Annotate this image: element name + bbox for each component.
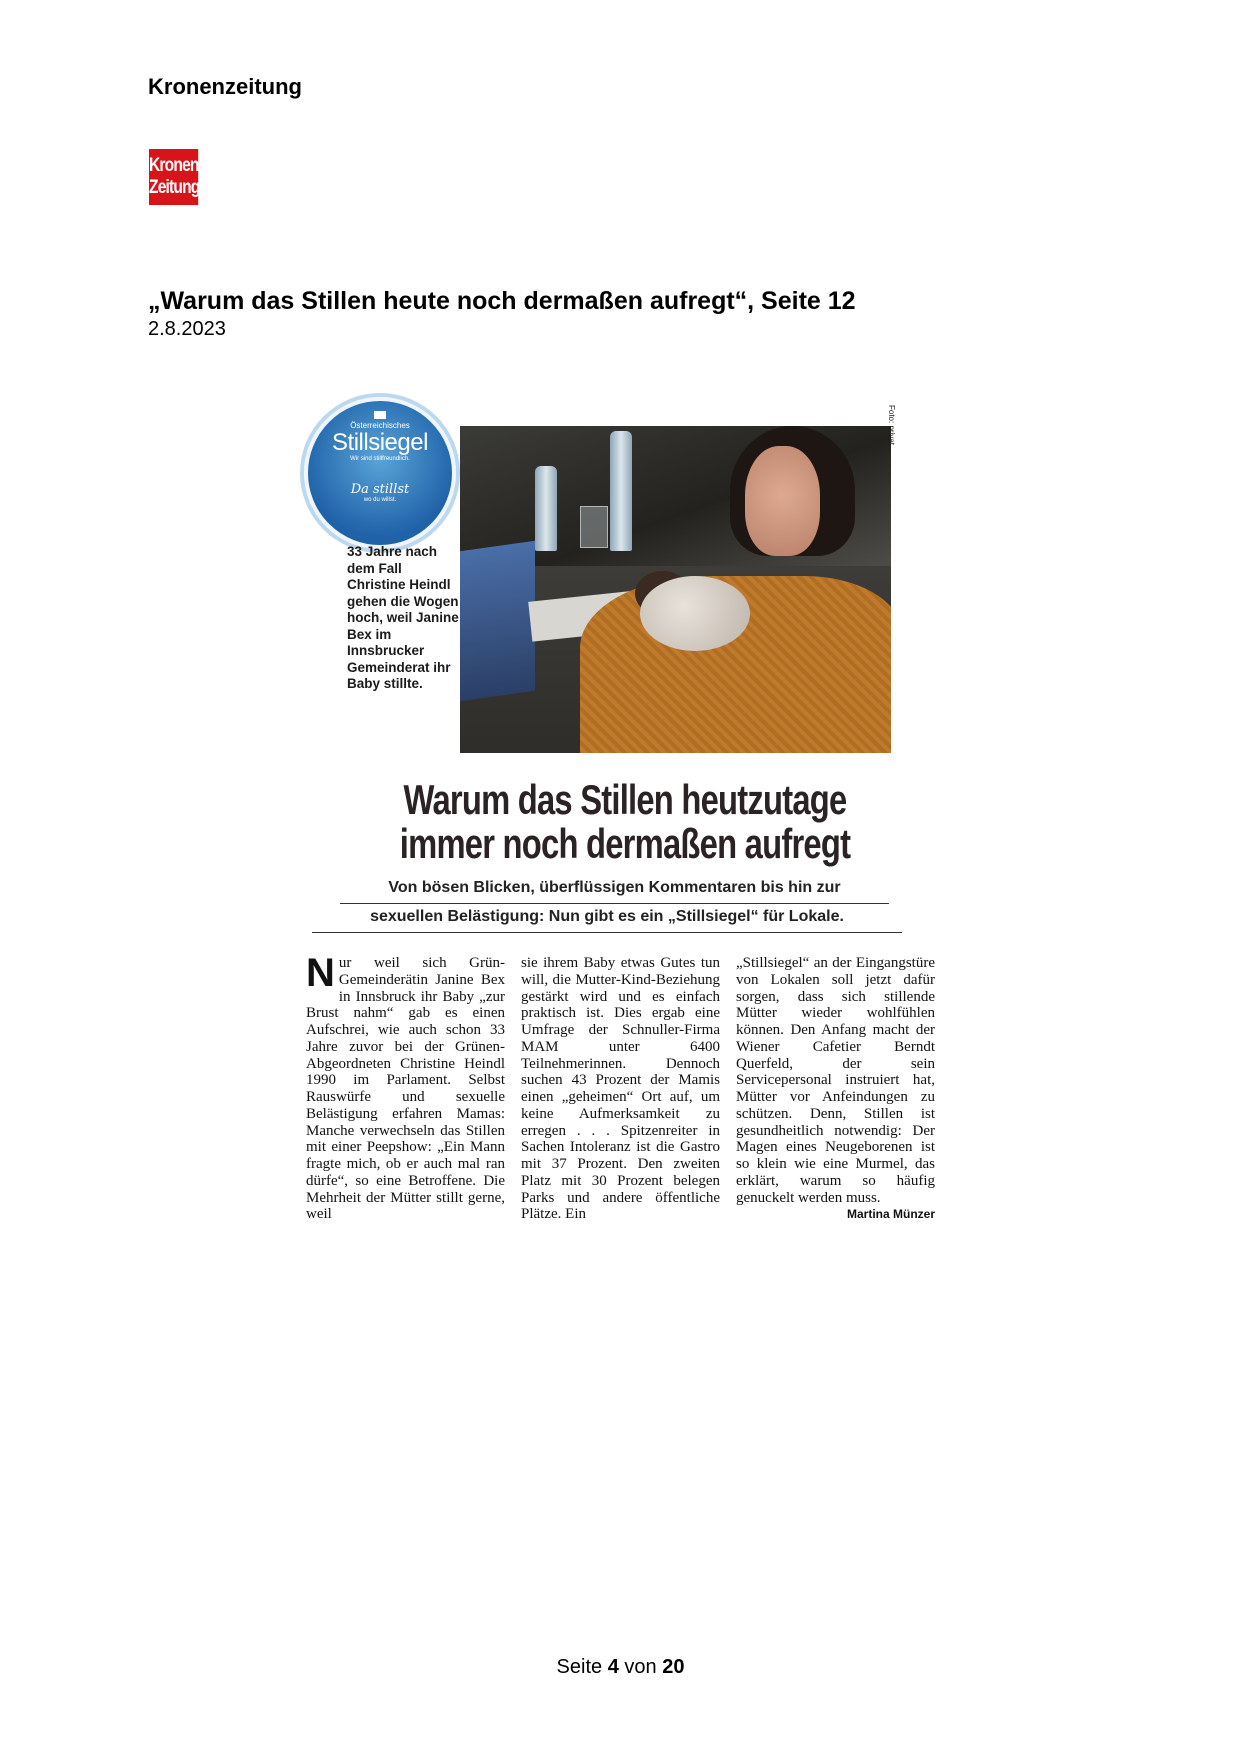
subline-divider (312, 932, 902, 933)
stillsiegel-seal (304, 397, 456, 549)
seal-line1: Österreichisches (350, 421, 410, 430)
document-headline: „Warum das Stillen heute noch dermaßen aufregt“, Seite 12 (148, 287, 856, 315)
article-author: Martina Münzer (846, 1207, 935, 1222)
photo-face (745, 446, 820, 556)
photo-credit: Foto: privat (887, 405, 896, 446)
footer-prefix: Seite (556, 1656, 603, 1678)
dropcap: N (306, 951, 335, 995)
footer-page-number: 4 (607, 1656, 619, 1678)
source-name: Kronenzeitung (148, 74, 302, 99)
seal-mark-icon (374, 411, 386, 419)
article-column-2: sie ihrem Baby etwas Gutes tun will, die Mutter-Kind-Beziehung gestärkt wird und es einfach praktisch ist. Dies ergab eine Umfrage der Schnuller-Firma MAM unter 6400 Teilnehmerinnen. Dennoch suchen 43 Prozent der Mamis einen „geheimen“ Ort auf, um keine Aufmerksamkeit zu erregen . . . Spitzenreiter in Sachen Intoleranz ist die Gastro mit 37 Prozent. Den zweiten Platz mit 30 Prozent belegen Parks und andere öffentliche Plätze. Ein (521, 955, 720, 1223)
page-footer (0, 1656, 1241, 1679)
kronen-zeitung-logo (149, 149, 198, 205)
photo-laptop (460, 541, 535, 702)
article-title (391, 778, 859, 866)
footer-total-pages: 20 (662, 1656, 685, 1678)
logo-line1: Kronen (149, 155, 199, 176)
article-column-1-text: ur weil sich Grün-Gemeinderätin Janine Bex in Innsbruck ihr Baby „zur Brust nahm“ gab es einen Aufschrei, wie auch schon 33 Jahre zuvor bei der Grünen-Abgeordneten Christine Heindl 1990 im Parlament. Selbst Rauswürfe und sexuelle Belästigung erfahren Mamas: Manche verwechseln das Stillen mit einer Peepshow: „Ein Mann fragte mich, ob er auch mal ran dürfe“, so eine Betroffene. Die Mehrheit der Mütter stillt gerne, weil (306, 955, 505, 1223)
article-column-1 (306, 951, 505, 1223)
photo-bottle (610, 431, 632, 551)
seal-tagline: Wir sind stillfreundlich. (350, 456, 410, 462)
logo-line2: Zeitung (149, 177, 200, 198)
article-column-3 (736, 955, 935, 1223)
article-title-line2: immer noch dermaßen aufregt (399, 820, 851, 867)
article-title-line1: Warum das Stillen heutzutage (403, 776, 847, 823)
footer-middle: von (624, 1656, 657, 1678)
article-photo (460, 426, 891, 753)
article-subline-1: Von bösen Blicken, überflüssigen Kommentaren bis hin zur (388, 879, 841, 896)
newspaper-clipping (300, 395, 950, 1245)
subline-divider (340, 903, 889, 904)
seal-script: Da stillst (350, 482, 410, 497)
photo-caption: 33 Jahre nach dem Fall Christine Heindl gehen die Wogen hoch, weil Janine Bex im Innsbrucker Gemeinderat ihr Baby stillte. (347, 544, 459, 691)
photo-baby (640, 576, 750, 651)
article-column-3-text: „Stillsiegel“ an der Eingangstüre von Lokalen soll jetzt dafür sorgen, dass sich stillende Mütter wieder wohlfühlen können. Den Anfang macht der Wiener Cafetier Berndt Querfeld, der sein Servicepersonal instruiert hat, Mütter vor Anfeindungen zu schützen. Denn, Stillen ist gesundheitlich notwendig: Der Magen eines Neugeborenen ist so klein wie eine Murmel, das erklärt, warum so häufig genuckelt werden muss. (736, 955, 935, 1206)
photo-glass (580, 506, 608, 548)
seal-title: Stillsiegel (332, 429, 428, 456)
seal-script-sub: wo du willst. (363, 497, 397, 503)
article-subline-2: sexuellen Belästigung: Nun gibt es ein „Stillsiegel“ für Lokale. (370, 908, 844, 925)
photo-bottle (535, 466, 557, 551)
document-date: 2.8.2023 (148, 318, 226, 340)
